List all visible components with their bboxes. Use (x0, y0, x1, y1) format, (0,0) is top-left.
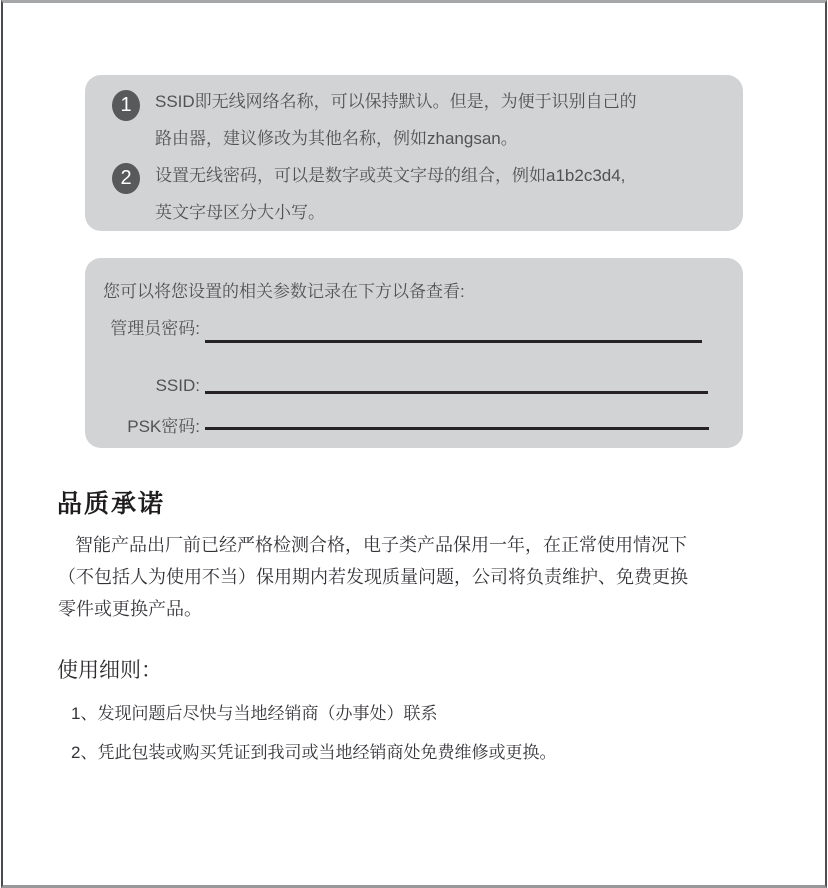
step-2-number: 2 (120, 167, 132, 189)
step-1-number: 1 (120, 94, 132, 116)
setup-notes-box (85, 75, 743, 231)
admin-password-label: 管理员密码: (110, 319, 200, 338)
step-1-badge (112, 90, 140, 121)
usage-rule-item-2: 2、凭此包装或购买凭证到我司或当地经销商处免费维修或更换。 (71, 743, 557, 762)
admin-password-blank-line (205, 340, 702, 343)
note-2-line-2: 英文字母区分大小写。 (155, 203, 325, 222)
note-1-line-2: 路由器，建议修改为其他名称，例如zhangsan。 (155, 129, 518, 148)
step-2-badge (112, 163, 140, 194)
quality-promise-paragraph (58, 529, 688, 625)
quality-line-2: （不包括人为使用不当）保用期内若发现质量问题，公司将负责维护、免费更换 (58, 567, 688, 587)
note-1-line-1: SSID即无线网络名称，可以保持默认。但是，为便于识别自己的 (155, 92, 637, 111)
psk-password-label: PSK密码: (127, 417, 200, 436)
usage-rule-item-1: 1、发现问题后尽快与当地经销商（办事处）联系 (71, 704, 438, 723)
quality-line-3: 零件或更换产品。 (58, 599, 202, 619)
record-intro-text: 您可以将您设置的相关参数记录在下方以备查看: (103, 282, 465, 301)
quality-promise-heading: 品质承诺 (57, 490, 166, 518)
setup-notes-text (155, 83, 637, 231)
parameter-record-box (85, 258, 743, 448)
ssid-blank-line (205, 391, 708, 394)
note-2-line-1: 设置无线密码，可以是数字或英文字母的组合，例如a1b2c3d4, (155, 166, 626, 185)
psk-password-blank-line (205, 427, 709, 430)
ssid-label: SSID: (155, 376, 200, 395)
quality-line-1: 智能产品出厂前已经严格检测合格，电子类产品保用一年，在正常使用情况下 (75, 535, 687, 555)
usage-rules-heading: 使用细则： (57, 659, 162, 682)
